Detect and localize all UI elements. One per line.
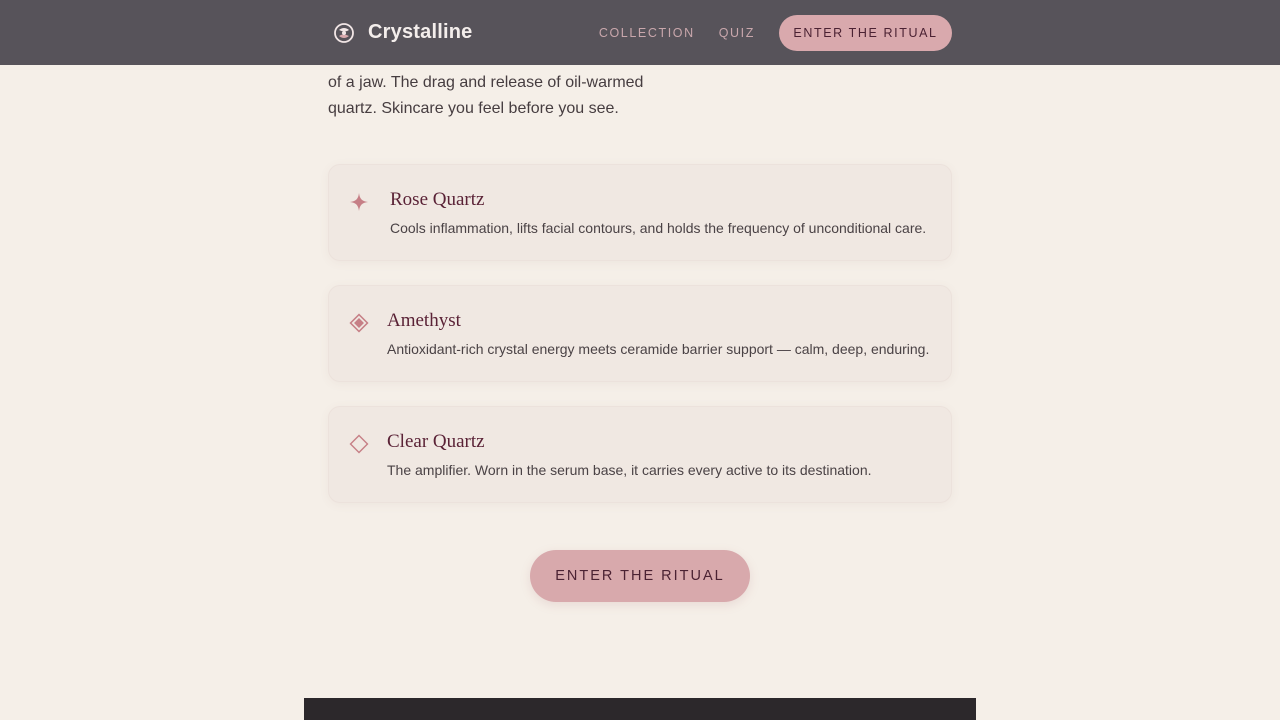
crystal-list — [328, 164, 952, 527]
nav-collection[interactable]: COLLECTION — [598, 25, 695, 40]
crystal-name: Amethyst — [387, 310, 461, 331]
crystal-description: The amplifier. Worn in the serum base, it carries every active to its destination. — [387, 462, 872, 478]
diamond-outline-icon — [349, 434, 369, 454]
crystal-name: Clear Quartz — [387, 431, 485, 452]
crystal-card-amethyst — [328, 285, 952, 382]
crystal-card-clear-quartz — [328, 406, 952, 503]
enter-ritual-button[interactable]: ENTER THE RITUAL — [530, 550, 750, 602]
diamond-filled-icon — [349, 313, 369, 333]
brand-name: Crystalline — [368, 21, 473, 43]
crystal-description: Antioxidant-rich crystal energy meets ceramide barrier support — calm, deep, enduring. — [387, 341, 930, 357]
main-nav — [599, 0, 952, 65]
site-header — [0, 0, 1280, 65]
crystal-name: Rose Quartz — [390, 189, 485, 210]
nav-quiz[interactable]: QUIZ — [718, 25, 755, 40]
crystal-description: Cools inflammation, lifts facial contours, and holds the frequency of unconditional care. — [390, 220, 927, 236]
header-enter-ritual-button[interactable]: ENTER THE RITUAL — [779, 15, 952, 51]
crystal-orb-icon — [332, 21, 356, 45]
brand-link[interactable] — [332, 0, 472, 65]
footer-section — [304, 698, 976, 720]
intro-line-2: quartz. Skincare you feel before you see. — [328, 100, 619, 117]
crystal-card-rose-quartz — [328, 164, 952, 261]
intro-line-1: of a jaw. The drag and release of oil-warmed — [328, 74, 644, 91]
sparkle-icon — [349, 192, 369, 212]
